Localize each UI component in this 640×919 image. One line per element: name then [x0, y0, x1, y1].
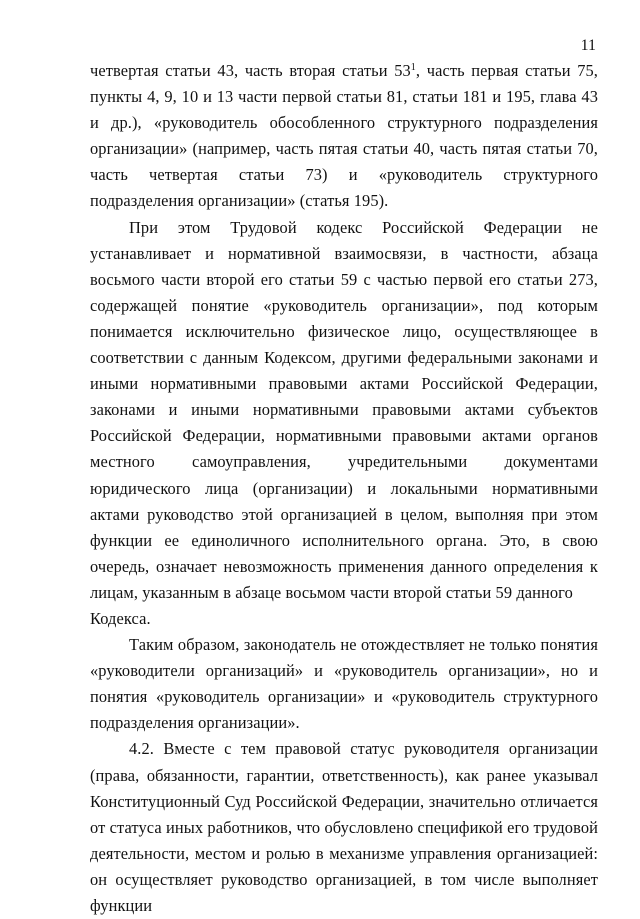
- paragraph-section-4-2: 4.2. Вместе с тем правовой статус руководителя организации (права, обязанности, гарантии, ответственность), как ранее указывал Конституционный Суд Российской Федерации, значительно отличается от статуса иных работников, что обусловлено спецификой его трудовой деятельности, местом и ролью в механизме управления организацией: он осуществляет руководство организацией, в том числе выполняет функции: [90, 739, 598, 915]
- article-superscript: 1: [410, 62, 416, 73]
- paragraph-text-before-superscript: четвертая статьи 43, часть вторая статьи 53: [90, 61, 411, 80]
- paragraph-conclusion: Таким образом, законодатель не отождествляет не только понятия «руководители организаций» и «руководитель организации», но и понятия «руководитель организации» и «руководитель структурного подразделения организации».: [90, 635, 598, 733]
- page-number: 11: [580, 37, 596, 54]
- paragraph-labor-code: При этом Трудовой кодекс Российской Федерации не устанавливает и нормативной взаимосвязи, в частности, абзаца восьмого части второй его статьи 59 с частью первой его статьи 273, содержащей понятие «руководитель организации», под которым понимается исключительно физическое лицо, осуществляющее в соответствии с данным Кодексом, другими федеральными законами и иными нормативными правовыми актами Российской Федерации, законами и иными нормативными правовыми актами субъектов Российской Федерации, нормативными правовыми актами органов местного самоуправления, учредительными документами юридического лица (организации) и локальными нормативными актами руководство этой организацией в целом, выполняя при этом функции ее единоличного исполнительного органа. Это, в свою очередь, означает невозможность применения данного определения к лицам, указанным в абзаце восьмом части второй статьи 59 данного: [90, 217, 598, 602]
- paragraph-continuation: [90, 58, 598, 215]
- paragraph-text-after-superscript: , часть первая статьи 75, пункты 4, 9, 10 и 13 части первой статьи 81, статьи 181 и 195, глава 43 и др.), «руководитель обособленного структурного подразделения организации» (например, часть пятая статьи 40, часть пятая статьи 70, часть четвертая статьи 73) и «руководитель структурного подразделения организации» (статья 195).: [90, 61, 598, 211]
- paragraph-labor-code-end: Кодекса.: [90, 608, 151, 628]
- document-body: [90, 58, 598, 919]
